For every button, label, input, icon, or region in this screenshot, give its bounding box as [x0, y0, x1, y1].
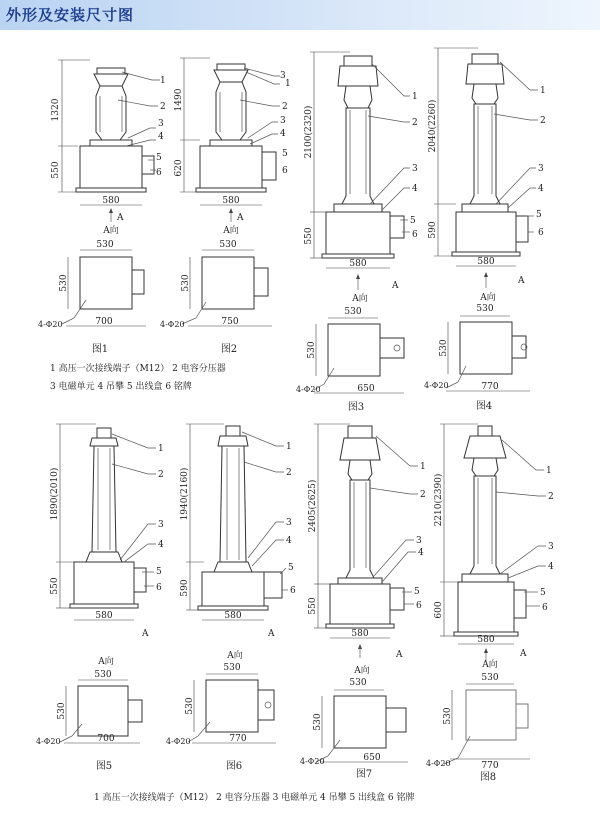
figure-8-part-5: 5	[540, 588, 546, 598]
figure-4-bottom: 770	[481, 382, 499, 392]
figure-5-part-4: 4	[158, 540, 164, 550]
figure-1-view: A向	[103, 226, 119, 236]
figure-7-view: A向	[354, 666, 370, 676]
figure-2	[160, 58, 291, 355]
figure-4-part-4: 4	[538, 184, 544, 194]
figure-8-top: 530	[481, 673, 499, 683]
figure-3-base: 550	[304, 227, 314, 245]
figure-2-bottom: 750	[221, 317, 239, 327]
figure-7-part-2: 2	[420, 490, 426, 500]
figure-2-part-1: 1	[285, 79, 291, 89]
figure-2-part-5: 5	[282, 149, 288, 159]
figure-1-part-5: 5	[156, 153, 162, 163]
figure-8-depth: 530	[443, 707, 453, 725]
figure-6-part-4: 4	[286, 536, 292, 546]
figure-5-width: 580	[95, 611, 113, 621]
figure-7	[300, 424, 426, 780]
figure-7-base: 550	[308, 597, 318, 615]
figure-5-base: 550	[50, 577, 60, 595]
figure-4-base: 590	[428, 221, 438, 239]
figure-2-part-2: 2	[282, 102, 288, 112]
figure-8-width: 580	[477, 635, 495, 645]
figure-5-height: 1890(2010)	[50, 467, 60, 521]
figure-2-width: 580	[222, 196, 240, 206]
figure-3-bottom: 650	[357, 384, 375, 394]
figure-7-part-6: 6	[416, 601, 422, 611]
figure-5-part-3: 3	[158, 520, 164, 530]
figure-6-bottom: 770	[229, 734, 247, 744]
figure-1-part-2: 2	[160, 102, 166, 112]
figure-6-view: A向	[227, 651, 243, 661]
figure-2-part-6: 6	[282, 166, 288, 176]
figure-1-height: 1320	[51, 98, 61, 122]
figure-2-arrow: A	[237, 213, 244, 223]
legend-top-line1: 1 高压一次接线端子（M12） 2 电容分压器	[50, 364, 226, 374]
figure-1-part-4: 4	[158, 132, 164, 142]
figure-7-depth: 530	[313, 713, 323, 731]
figure-5-holes: 4-Φ20	[36, 737, 61, 746]
figure-6-part-1: 1	[286, 442, 292, 452]
figure-6-width: 580	[224, 611, 242, 621]
figure-3	[296, 52, 418, 413]
figure-3-part-3: 3	[412, 164, 418, 174]
figure-8-part-4: 4	[548, 562, 554, 572]
figure-3-holes: 4-Φ20	[296, 385, 321, 394]
figure-5-part-1: 1	[158, 444, 164, 454]
figure-1-depth: 530	[59, 274, 69, 292]
figure-4-view: A向	[480, 293, 496, 303]
figure-6-base: 590	[180, 579, 190, 597]
figure-8-caption: 图8	[479, 772, 497, 783]
figure-8-arrow: A	[520, 649, 527, 659]
figure-3-depth: 530	[307, 341, 317, 359]
figure-7-bottom: 650	[363, 753, 381, 763]
figure-8	[426, 424, 554, 783]
figure-7-part-4: 4	[418, 548, 424, 558]
figure-1-part-1: 1	[160, 76, 166, 86]
figure-6-part-5: 5	[288, 563, 294, 573]
figure-4-top: 530	[476, 304, 494, 314]
figure-5-part-2: 2	[158, 470, 164, 480]
figure-2-base: 620	[174, 159, 184, 177]
figure-5-part-6: 6	[156, 583, 162, 593]
figure-3-view: A向	[352, 294, 368, 304]
figure-5-part-5: 5	[156, 567, 162, 577]
figure-8-bottom: 770	[481, 761, 499, 771]
figure-1-base: 550	[51, 161, 61, 179]
figure-5-bottom: 700	[97, 734, 115, 744]
figure-6-depth: 530	[185, 697, 195, 715]
figure-2-view: A向	[223, 226, 239, 236]
figure-2-part-3: 3	[280, 116, 286, 126]
figure-8-view: A向	[482, 660, 498, 670]
figure-1-top: 530	[96, 240, 114, 250]
figure-1-part-6: 6	[156, 168, 162, 178]
figure-2-top: 530	[219, 240, 237, 250]
figure-6-height: 1940(2160)	[180, 467, 190, 521]
legend-top-line2: 3 电磁单元 4 吊攀 5 出线盒 6 铭牌	[50, 382, 192, 392]
figure-1-width: 580	[102, 196, 120, 206]
figure-4-part-3: 3	[538, 164, 544, 174]
figure-4-width: 580	[477, 257, 495, 267]
figure-6	[166, 424, 296, 772]
figure-7-part-5: 5	[414, 587, 420, 597]
figure-6-part-3: 3	[286, 518, 292, 528]
figure-1-arrow: A	[117, 213, 124, 223]
figure-3-part-6: 6	[412, 230, 418, 240]
figure-4-holes: 4-Φ20	[424, 381, 449, 390]
figure-3-top: 530	[344, 307, 362, 317]
figure-2-caption: 图2	[220, 344, 238, 355]
figure-1-part-3: 3	[158, 119, 164, 129]
figure-6-part-6: 6	[290, 586, 296, 596]
figure-3-part-4: 4	[412, 184, 418, 194]
figure-5-view: A向	[98, 657, 114, 667]
figure-4-arrow: A	[518, 276, 525, 286]
figure-3-arrow: A	[392, 281, 399, 291]
figure-7-holes: 4-Φ20	[300, 757, 325, 766]
figure-1-caption: 图1	[91, 344, 109, 355]
figure-2-holes: 4-Φ20	[160, 320, 185, 329]
figure-2-part-4: 4	[280, 129, 286, 139]
figure-4	[424, 48, 546, 412]
figure-4-depth: 530	[439, 339, 449, 357]
figure-7-height: 2405(2625)	[308, 479, 318, 533]
figure-6-arrow: A	[268, 629, 275, 639]
legend-bottom: 1 高压一次接线端子（M12） 2 电容分压器 3 电磁单元 4 吊攀 5 出线盒 6 铭牌	[94, 793, 415, 803]
figure-7-caption: 图7	[355, 769, 373, 780]
figure-2-depth: 530	[181, 274, 191, 292]
figure-7-top: 530	[349, 678, 367, 688]
figure-4-part-6: 6	[538, 228, 544, 238]
figure-5-caption: 图5	[95, 761, 113, 772]
figure-7-width: 580	[351, 629, 369, 639]
figure-8-base: 600	[434, 601, 444, 619]
figure-1-bottom: 700	[95, 317, 113, 327]
figure-1	[38, 60, 166, 355]
figure-1-holes: 4-Φ20	[38, 320, 63, 329]
figure-7-arrow: A	[396, 650, 403, 660]
figure-5-top: 530	[94, 670, 112, 680]
figure-2-height: 1490	[174, 88, 184, 112]
figure-5	[36, 424, 164, 772]
figure-8-holes: 4-Φ20	[426, 759, 451, 768]
figure-4-height: 2040(2260)	[428, 99, 438, 153]
figure-3-part-1: 1	[412, 92, 418, 102]
figure-4-part-1: 1	[540, 86, 546, 96]
figure-6-caption: 图6	[225, 761, 243, 772]
figure-8-height: 2210(2390)	[434, 473, 444, 527]
figure-5-arrow: A	[142, 629, 149, 639]
figure-7-part-3: 3	[416, 536, 422, 546]
figure-8-part-2: 2	[548, 492, 554, 502]
figure-4-part-5: 5	[536, 210, 542, 220]
page-title: 外形及安装尺寸图	[6, 6, 135, 24]
figure-7-part-1: 1	[420, 462, 426, 472]
figure-4-part-2: 2	[540, 116, 546, 126]
figure-6-part-2: 2	[286, 468, 292, 478]
figure-2-part-3a: 3	[280, 71, 286, 81]
figure-8-part-1: 1	[546, 466, 552, 476]
figure-8-part-6: 6	[542, 603, 548, 613]
figure-6-holes: 4-Φ20	[166, 737, 191, 746]
figure-3-height: 2100(2320)	[304, 105, 314, 159]
figure-3-part-5: 5	[410, 216, 416, 226]
figure-3-caption: 图3	[347, 402, 365, 413]
figure-6-top: 530	[223, 663, 241, 673]
figure-5-depth: 530	[57, 702, 67, 720]
figure-8-part-3: 3	[548, 542, 554, 552]
figure-3-width: 580	[349, 259, 367, 269]
figure-4-caption: 图4	[475, 401, 493, 412]
figure-3-part-2: 2	[412, 118, 418, 128]
